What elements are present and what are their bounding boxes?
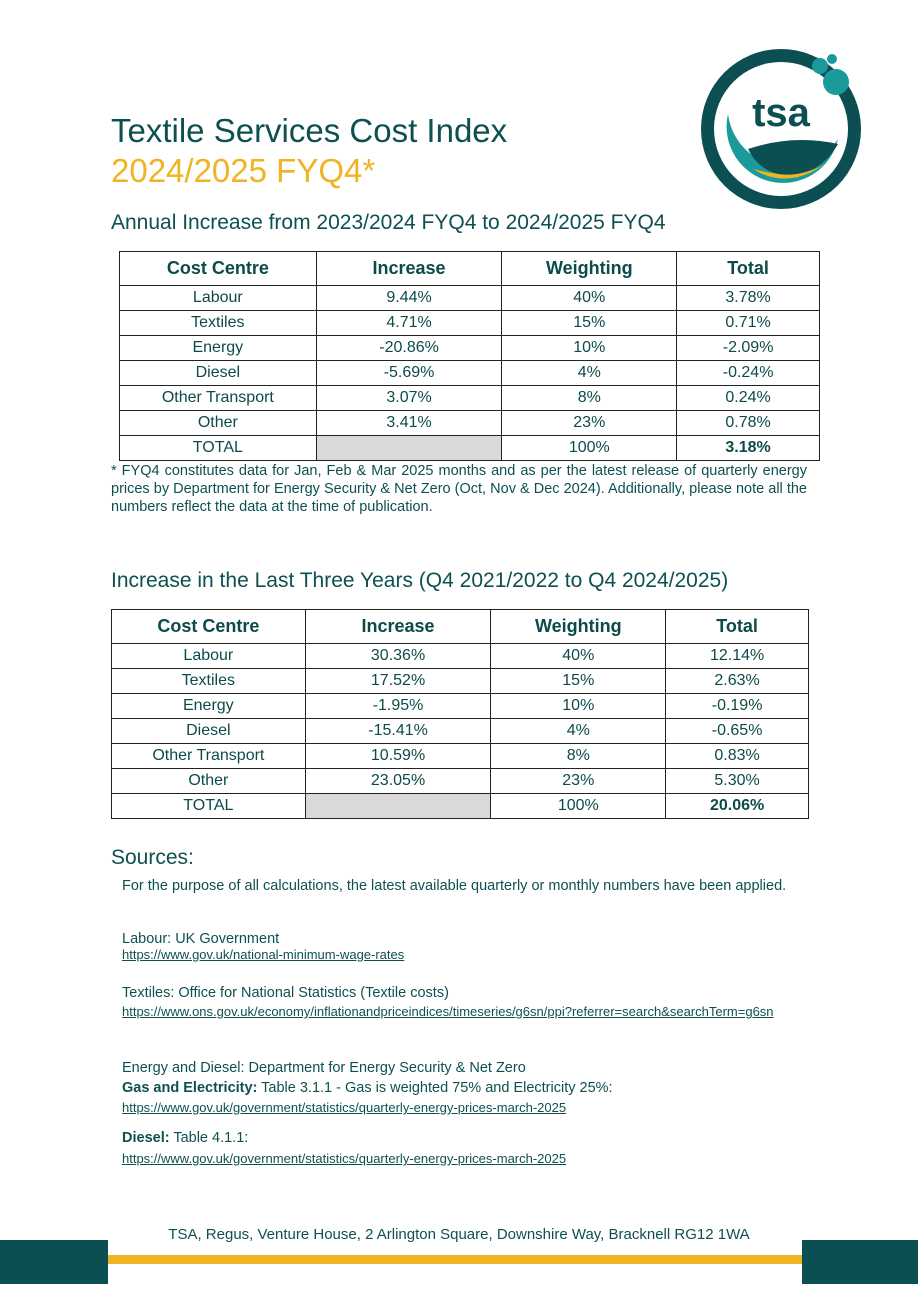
cell: 23% [502,411,677,436]
diesel-label: Diesel: [122,1130,170,1146]
cell: 0.24% [677,386,820,411]
sources-heading: Sources: [111,846,194,869]
gas-electricity-line [122,1079,822,1097]
table-header-row [112,610,809,644]
cell: 4% [502,361,677,386]
page-subtitle: 2024/2025 FYQ4* [111,152,376,189]
cell: -5.69% [316,361,502,386]
gas-text: Table 3.1.1 - Gas is weighted 75% and Electricity 25%: [257,1080,613,1096]
table-row [120,386,820,411]
energy-source-title: Energy and Diesel: Department for Energy Security & Net Zero [122,1060,526,1076]
cell: 10% [491,694,666,719]
cell: 9.44% [316,286,502,311]
annual-heading: Annual Increase from 2023/2024 FYQ4 to 2024/2025 FYQ4 [111,211,666,234]
cell: 8% [491,744,666,769]
column-header: Weighting [502,252,677,286]
column-header: Weighting [491,610,666,644]
cell: Energy [120,336,317,361]
column-header: Total [677,252,820,286]
cell: 100% [491,794,666,819]
labour-source-title: Labour: UK Government [122,931,280,947]
table-row [120,336,820,361]
cell: 40% [502,286,677,311]
svg-text:tsa: tsa [752,91,810,135]
cell: 5.30% [666,769,809,794]
total-row [112,794,809,819]
table-row [120,286,820,311]
column-header: Increase [316,252,502,286]
empty-cell [316,436,502,461]
column-header: Cost Centre [120,252,317,286]
total-value: 3.18% [677,436,820,461]
footer-address: TSA, Regus, Venture House, 2 Arlington Square, Downshire Way, Bracknell RG12 1WA [168,1226,750,1243]
cell: Diesel [112,719,306,744]
cell: 10% [502,336,677,361]
diesel-text: Table 4.1.1: [169,1130,249,1146]
table-row [112,769,809,794]
cell: 17.52% [305,669,491,694]
cell: 100% [502,436,677,461]
column-header: Total [666,610,809,644]
cell: 12.14% [666,644,809,669]
cell: -2.09% [677,336,820,361]
cell: Labour [120,286,317,311]
table-row [112,669,809,694]
cell: Textiles [112,669,306,694]
cell: Other Transport [120,386,317,411]
table-row [112,644,809,669]
cell: Energy [112,694,306,719]
column-header: Cost Centre [112,610,306,644]
cell: Other Transport [112,744,306,769]
cell: 4.71% [316,311,502,336]
table-header-row [120,252,820,286]
diesel-source-link[interactable]: https://www.gov.uk/government/statistics/quarterly-energy-prices-march-2025 [122,1151,567,1166]
cell: 0.71% [677,311,820,336]
cell: 0.78% [677,411,820,436]
empty-cell [305,794,491,819]
footer-bar-left [0,1240,108,1284]
cell: 30.36% [305,644,491,669]
textiles-source-title: Textiles: Office for National Statistics (Textile costs) [122,985,449,1001]
cell: 10.59% [305,744,491,769]
cell: 8% [502,386,677,411]
cell: 23% [491,769,666,794]
cell: 3.41% [316,411,502,436]
footer-bar-right [802,1240,918,1284]
cell: 4% [491,719,666,744]
cell: -0.19% [666,694,809,719]
table-row [120,361,820,386]
cell: Other [112,769,306,794]
table-row [120,411,820,436]
tsa-logo [698,44,868,214]
cell: TOTAL [112,794,306,819]
cell: 2.63% [666,669,809,694]
cell: 3.07% [316,386,502,411]
table-row [112,719,809,744]
cell: -15.41% [305,719,491,744]
cell: Labour [112,644,306,669]
cell: 15% [491,669,666,694]
gas-label: Gas and Electricity: [122,1080,258,1096]
table-row [112,694,809,719]
labour-source-link[interactable]: https://www.gov.uk/national-minimum-wage-rates [122,947,405,962]
three-year-heading: Increase in the Last Three Years (Q4 2021/2022 to Q4 2024/2025) [111,569,729,592]
cell: -0.24% [677,361,820,386]
cell: 0.83% [666,744,809,769]
column-header: Increase [305,610,491,644]
diesel-line [122,1129,822,1147]
cell: Textiles [120,311,317,336]
cell: 23.05% [305,769,491,794]
cell: Other [120,411,317,436]
total-row [120,436,820,461]
cell: Diesel [120,361,317,386]
cell: TOTAL [120,436,317,461]
textiles-source-link[interactable]: https://www.ons.gov.uk/economy/inflationandpriceindices/timeseries/g6sn/ppi?referrer=search&searchTerm=g6sn [122,1004,774,1019]
cell: 15% [502,311,677,336]
cell: -1.95% [305,694,491,719]
total-value: 20.06% [666,794,809,819]
annual-table [119,251,820,461]
cell: 3.78% [677,286,820,311]
footnote: * FYQ4 constitutes data for Jan, Feb & Mar 2025 months and as per the latest release of quarterly energy prices by Department for Energy Security & Net Zero (Oct, Nov & Dec 2024). Additionally, please note all the numbers reflect the data at the time of publication. [111,463,807,515]
table-row [120,311,820,336]
table-row [112,744,809,769]
cell: -20.86% [316,336,502,361]
cell: -0.65% [666,719,809,744]
three-year-table [111,609,809,819]
gas-source-link[interactable]: https://www.gov.uk/government/statistics/quarterly-energy-prices-march-2025 [122,1100,567,1115]
footer-gold-line [108,1255,802,1264]
page-title: Textile Services Cost Index [111,112,508,149]
sources-intro: For the purpose of all calculations, the latest available quarterly or monthly numbers have been applied. [122,878,787,894]
cell: 40% [491,644,666,669]
